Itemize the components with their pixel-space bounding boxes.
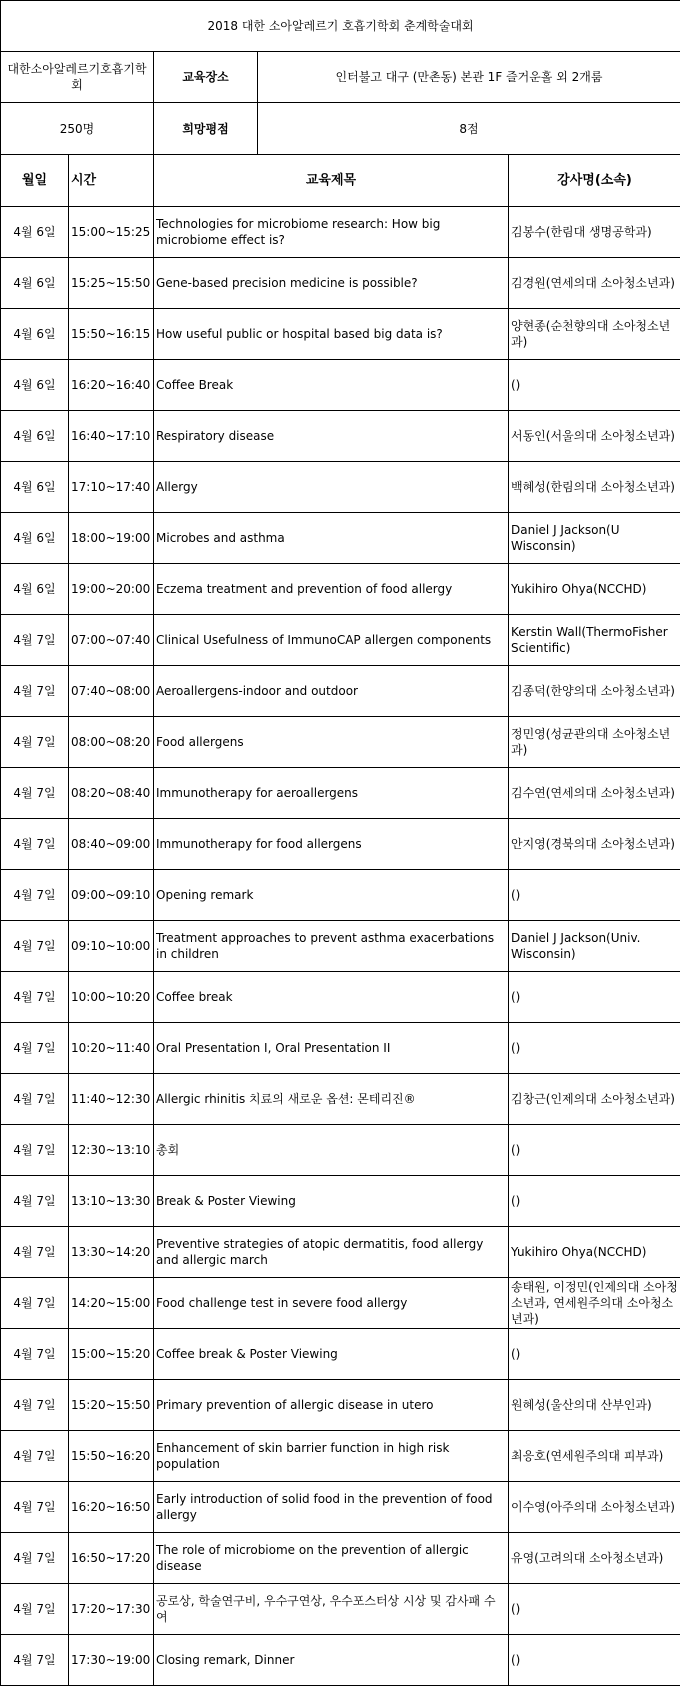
cell-time: 13:10~13:30 [69, 1176, 154, 1227]
table-row [1, 666, 680, 717]
cell-speaker: 서동인(서울의대 소아청소년과) [509, 411, 680, 462]
table-row [1, 615, 680, 666]
cell-date: 4월 7일 [1, 1533, 69, 1584]
table-row [1, 717, 680, 768]
table-row [1, 1482, 680, 1533]
cell-time: 08:20~08:40 [69, 768, 154, 819]
cell-date: 4월 7일 [1, 1380, 69, 1431]
cell-date: 4월 7일 [1, 1482, 69, 1533]
cell-subject: Early introduction of solid food in the prevention of food allergy [154, 1482, 509, 1533]
cell-subject: Coffee break & Poster Viewing [154, 1329, 509, 1380]
cell-subject: Enhancement of skin barrier function in high risk population [154, 1431, 509, 1482]
cell-time: 18:00~19:00 [69, 513, 154, 564]
cell-date: 4월 6일 [1, 258, 69, 309]
cell-subject: 공로상, 학술연구비, 우수구연상, 우수포스터상 시상 및 감사패 수여 [154, 1584, 509, 1635]
cell-subject: Gene-based precision medicine is possible? [154, 258, 509, 309]
table-row [1, 411, 680, 462]
cell-date: 4월 7일 [1, 1278, 69, 1329]
cell-speaker: Daniel J Jackson(U Wisconsin) [509, 513, 680, 564]
cell-time: 15:00~15:20 [69, 1329, 154, 1380]
capacity-row [1, 103, 680, 155]
cell-time: 07:40~08:00 [69, 666, 154, 717]
cell-date: 4월 7일 [1, 1125, 69, 1176]
cell-time: 19:00~20:00 [69, 564, 154, 615]
cell-time: 16:20~16:50 [69, 1482, 154, 1533]
table-row [1, 1023, 680, 1074]
cell-speaker: 김봉수(한림대 생명공학과) [509, 207, 680, 258]
cell-time: 09:00~09:10 [69, 870, 154, 921]
cell-speaker: 유영(고려의대 소아청소년과) [509, 1533, 680, 1584]
cell-subject: Opening remark [154, 870, 509, 921]
cell-speaker: Yukihiro Ohya(NCCHD) [509, 564, 680, 615]
cell-subject: 총회 [154, 1125, 509, 1176]
cell-time: 17:10~17:40 [69, 462, 154, 513]
table-row [1, 819, 680, 870]
cell-time: 10:00~10:20 [69, 972, 154, 1023]
table-row [1, 1329, 680, 1380]
table-row [1, 1431, 680, 1482]
cell-subject: Immunotherapy for aeroallergens [154, 768, 509, 819]
cell-speaker: () [509, 1176, 680, 1227]
cell-speaker: () [509, 1125, 680, 1176]
cell-subject: Technologies for microbiome research: How big microbiome effect is? [154, 207, 509, 258]
table-row [1, 972, 680, 1023]
cell-date: 4월 6일 [1, 462, 69, 513]
cell-subject: Coffee break [154, 972, 509, 1023]
header-subject: 교육제목 [154, 155, 509, 207]
cell-speaker: () [509, 1329, 680, 1380]
cell-subject: Allergy [154, 462, 509, 513]
capacity-value: 250명 [1, 103, 154, 155]
cell-date: 4월 7일 [1, 768, 69, 819]
table-row [1, 360, 680, 411]
table-row [1, 1074, 680, 1125]
cell-subject: How useful public or hospital based big data is? [154, 309, 509, 360]
cell-speaker: () [509, 1584, 680, 1635]
cell-subject: Microbes and asthma [154, 513, 509, 564]
credits-label: 희망평점 [154, 103, 258, 155]
cell-time: 14:20~15:00 [69, 1278, 154, 1329]
cell-date: 4월 7일 [1, 1329, 69, 1380]
header-speaker: 강사명(소속) [509, 155, 680, 207]
header-row [1, 155, 680, 207]
cell-subject: Food allergens [154, 717, 509, 768]
table-row [1, 870, 680, 921]
cell-time: 10:20~11:40 [69, 1023, 154, 1074]
cell-subject: Eczema treatment and prevention of food allergy [154, 564, 509, 615]
cell-subject: Immunotherapy for food allergens [154, 819, 509, 870]
table-row [1, 1380, 680, 1431]
cell-speaker: () [509, 1023, 680, 1074]
cell-subject: Preventive strategies of atopic dermatitis, food allergy and allergic march [154, 1227, 509, 1278]
cell-time: 11:40~12:30 [69, 1074, 154, 1125]
cell-speaker: 원혜성(울산의대 산부인과) [509, 1380, 680, 1431]
cell-time: 07:00~07:40 [69, 615, 154, 666]
cell-date: 4월 7일 [1, 666, 69, 717]
cell-speaker: Yukihiro Ohya(NCCHD) [509, 1227, 680, 1278]
table-row [1, 1278, 680, 1329]
cell-time: 15:20~15:50 [69, 1380, 154, 1431]
cell-date: 4월 6일 [1, 207, 69, 258]
title-row [1, 1, 680, 52]
table-row [1, 1584, 680, 1635]
organizer-name: 대한소아알레르기호흡기학회 [1, 52, 154, 103]
cell-speaker: () [509, 870, 680, 921]
cell-time: 16:20~16:40 [69, 360, 154, 411]
cell-date: 4월 7일 [1, 870, 69, 921]
cell-date: 4월 7일 [1, 921, 69, 972]
cell-speaker: () [509, 360, 680, 411]
cell-speaker: Kerstin Wall(ThermoFisher Scientific) [509, 615, 680, 666]
table-row [1, 1227, 680, 1278]
cell-subject: Closing remark, Dinner [154, 1635, 509, 1686]
cell-time: 12:30~13:10 [69, 1125, 154, 1176]
cell-time: 15:50~16:15 [69, 309, 154, 360]
cell-date: 4월 7일 [1, 1227, 69, 1278]
cell-speaker: 김경원(연세의대 소아청소년과) [509, 258, 680, 309]
cell-time: 08:40~09:00 [69, 819, 154, 870]
table-row [1, 258, 680, 309]
cell-subject: Aeroallergens-indoor and outdoor [154, 666, 509, 717]
cell-date: 4월 7일 [1, 1023, 69, 1074]
credits-value: 8점 [258, 103, 680, 155]
table-row [1, 921, 680, 972]
cell-date: 4월 7일 [1, 717, 69, 768]
table-row [1, 1635, 680, 1686]
cell-date: 4월 6일 [1, 309, 69, 360]
cell-time: 16:40~17:10 [69, 411, 154, 462]
cell-date: 4월 6일 [1, 513, 69, 564]
cell-date: 4월 7일 [1, 615, 69, 666]
cell-time: 13:30~14:20 [69, 1227, 154, 1278]
cell-subject: Treatment approaches to prevent asthma exacerbations in children [154, 921, 509, 972]
cell-speaker: 김수연(연세의대 소아청소년과) [509, 768, 680, 819]
cell-date: 4월 7일 [1, 972, 69, 1023]
cell-speaker: () [509, 972, 680, 1023]
cell-subject: Food challenge test in severe food allergy [154, 1278, 509, 1329]
table-row [1, 207, 680, 258]
cell-speaker: 양현종(순천향의대 소아청소년과) [509, 309, 680, 360]
cell-subject: The role of microbiome on the prevention of allergic disease [154, 1533, 509, 1584]
cell-speaker: 최응호(연세원주의대 피부과) [509, 1431, 680, 1482]
cell-time: 15:00~15:25 [69, 207, 154, 258]
table-row [1, 768, 680, 819]
cell-date: 4월 7일 [1, 1431, 69, 1482]
cell-time: 17:30~19:00 [69, 1635, 154, 1686]
cell-time: 15:25~15:50 [69, 258, 154, 309]
cell-speaker: 이수영(아주의대 소아청소년과) [509, 1482, 680, 1533]
cell-speaker: 송태원, 이정민(인제의대 소아청소년과, 연세원주의대 소아청소년과) [509, 1278, 680, 1329]
cell-subject: Clinical Usefulness of ImmunoCAP allergen components [154, 615, 509, 666]
cell-speaker: 백혜성(한림의대 소아청소년과) [509, 462, 680, 513]
cell-time: 15:50~16:20 [69, 1431, 154, 1482]
cell-subject: Primary prevention of allergic disease in utero [154, 1380, 509, 1431]
cell-speaker: Daniel J Jackson(Univ. Wisconsin) [509, 921, 680, 972]
cell-time: 08:00~08:20 [69, 717, 154, 768]
cell-subject: Allergic rhinitis 치료의 새로운 옵션: 몬테리진® [154, 1074, 509, 1125]
header-time: 시간 [69, 155, 154, 207]
cell-speaker: 정민영(성균관의대 소아청소년과) [509, 717, 680, 768]
cell-date: 4월 7일 [1, 1176, 69, 1227]
cell-speaker: 안지영(경북의대 소아청소년과) [509, 819, 680, 870]
table-row [1, 564, 680, 615]
table-row [1, 309, 680, 360]
cell-date: 4월 6일 [1, 564, 69, 615]
cell-subject: Respiratory disease [154, 411, 509, 462]
cell-subject: Coffee Break [154, 360, 509, 411]
cell-subject: Break & Poster Viewing [154, 1176, 509, 1227]
cell-date: 4월 7일 [1, 819, 69, 870]
page-title: 2018 대한 소아알레르기 호흡기학회 춘계학술대회 [1, 1, 680, 52]
table-row [1, 462, 680, 513]
cell-speaker: 김창근(인제의대 소아청소년과) [509, 1074, 680, 1125]
cell-speaker: () [509, 1635, 680, 1686]
venue-label: 교육장소 [154, 52, 258, 103]
table-row [1, 1125, 680, 1176]
cell-date: 4월 7일 [1, 1635, 69, 1686]
table-row [1, 513, 680, 564]
cell-time: 17:20~17:30 [69, 1584, 154, 1635]
cell-date: 4월 7일 [1, 1584, 69, 1635]
venue-value: 인터불고 대구 (만촌동) 본관 1F 즐거운홀 외 2개룸 [258, 52, 680, 103]
cell-date: 4월 7일 [1, 1074, 69, 1125]
header-date: 월일 [1, 155, 69, 207]
cell-time: 16:50~17:20 [69, 1533, 154, 1584]
organizer-row [1, 52, 680, 103]
cell-subject: Oral Presentation I, Oral Presentation II [154, 1023, 509, 1074]
cell-date: 4월 6일 [1, 411, 69, 462]
cell-time: 09:10~10:00 [69, 921, 154, 972]
table-row [1, 1176, 680, 1227]
table-row [1, 1533, 680, 1584]
cell-speaker: 김종덕(한양의대 소아청소년과) [509, 666, 680, 717]
cell-date: 4월 6일 [1, 360, 69, 411]
